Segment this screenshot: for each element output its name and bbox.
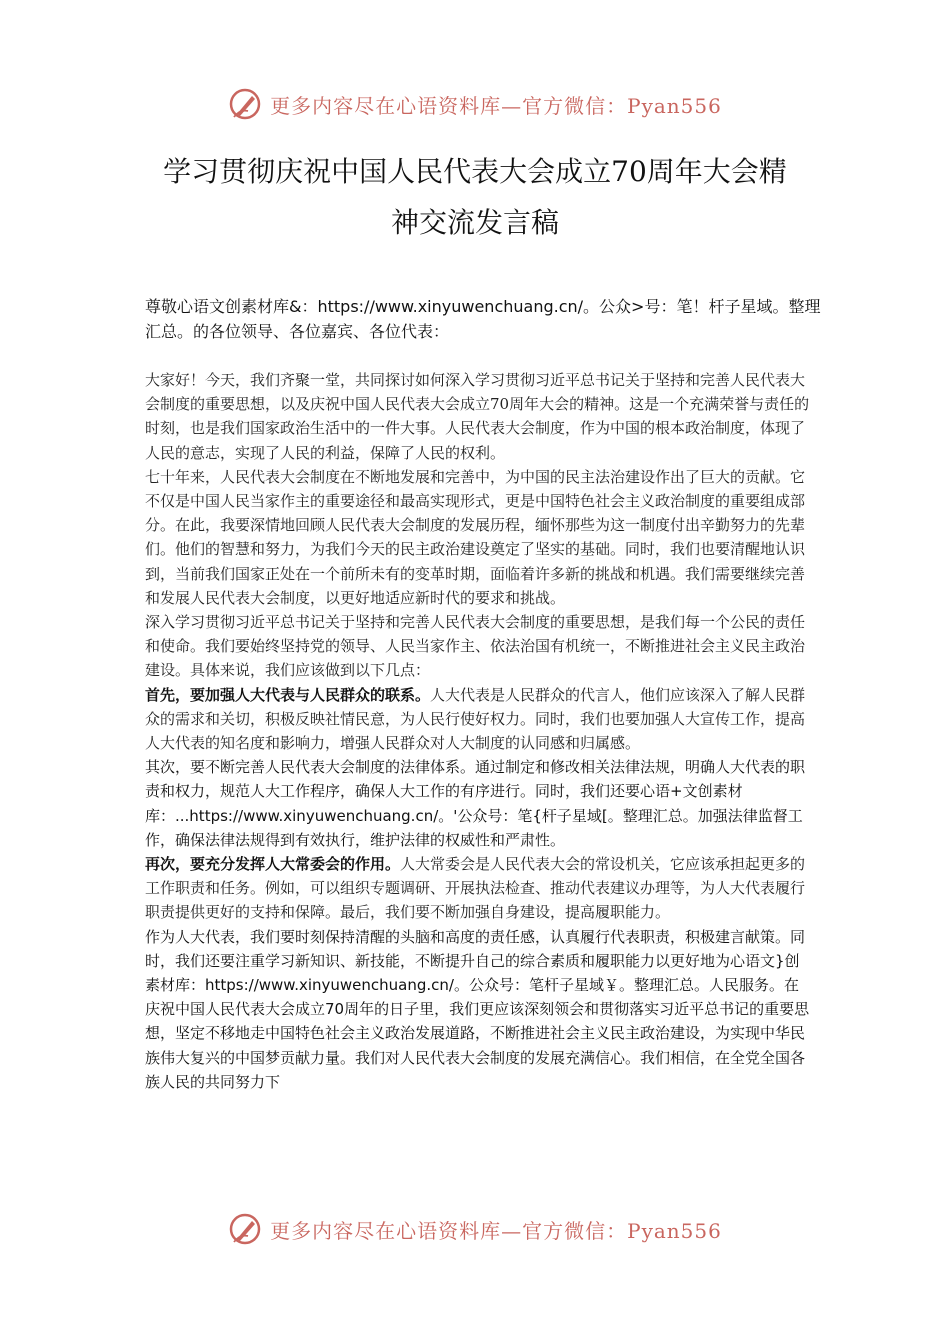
paragraph-3: 深入学习贯彻习近平总书记关于坚持和完善人民代表大会制度的重要思想，是我们每一个公民的责任和使命。我们要始终坚持党的领导、人民当家作主、依法治国有机统一，不断推进社会主义民主政治建设。具体来说，我们应该做到以下几点：: [145, 613, 806, 680]
salutation: 尊敬心语文创素材库&：https://www.xinyuwenchuang.cn/。公众>号：笔！杆子星域。整理汇总。的各位领导、各位嘉宾、各位代表：: [145, 297, 821, 341]
paragraph-6: [145, 852, 813, 925]
page-title: [120, 146, 830, 248]
paragraph-7: 作为人大代表，我们要时刻保持清醒的头脑和高度的责任感，认真履行代表职责，积极建言献策。同时，我们还要注重学习新知识、新技能，不断提升自己的综合素质和履职能力以更好地为心语文}创素材库：https://www.xinyuwenchuang.cn/。公众号：笔杆子星域￥。整理汇总。人民服务。在庆祝中国人民代表大会成立70周年的日子里，我们更应该深刻领会和贯彻落实习近平总书记的重要思想，坚定不移地走中国特色社会主义政治发展道路，不断推进社会主义民主政治建设，为实现中华民族伟大复兴的中国梦贡献力量。我们对人民代表大会制度的发展充满信心。我们相信，在全党全国各族人民的共同努力下: [145, 927, 810, 1091]
footer-banner: [0, 1209, 950, 1249]
header-banner-text: 更多内容尽在心语资料库—官方微信：Pyan556: [270, 93, 722, 118]
footer-banner-text: 更多内容尽在心语资料库—官方微信：Pyan556: [270, 1218, 722, 1243]
paragraph-4-body: 人大代表是人民群众的代言人，他们应该深入了解人民群众的需求和关切，积极反映社情民意，为人民行使好权力。同时，我们也要加强人大宣传工作，提高人大代表的知名度和影响力，增强人民群众对人大制度的认同感和归属感。: [145, 685, 806, 753]
title-line-2: 神交流发言稿: [390, 206, 559, 239]
paragraph-6-lead: 再次，要充分发挥人大常委会的作用。: [145, 855, 401, 874]
paragraph-1: 大家好！今天，我们齐聚一堂，共同探讨如何深入学习贯彻习近平总书记关于坚持和完善人民代表大会制度的重要思想，以及庆祝中国人民代表大会成立70周年大会的精神。这是一个充满荣誉与责任的时刻，也是我们国家政治生活中的一件大事。人民代表大会制度，作为中国的根本政治制度，体现了人民的意志，实现了人民的利益，保障了人民的权利。: [145, 371, 810, 462]
pen-logo-icon: [228, 87, 262, 121]
paragraph-5: 其次，要不断完善人民代表大会制度的法律体系。通过制定和修改相关法律法规，明确人大代表的职责和权力，规范人大工作程序，确保人大工作的有序进行。同时，我们还要心语+文创素材库：...https://www.xinyuwenchuang.cn/。'公众号：笔{杆子星域[。整理汇总。加强法律监督工作，确保法律法规得到有效执行，维护法律的权威性和严肃性。: [145, 758, 806, 849]
article-body: [145, 368, 813, 1094]
paragraph-4-lead: 首先，要加强人大代表与人民群众的联系。: [145, 685, 431, 704]
paragraph-2: 七十年来，人民代表大会制度在不断地发展和完善中，为中国的民主法治建设作出了巨大的贡献。它不仅是中国人民当家作主的重要途径和最高实现形式，更是中国特色社会主义政治制度的重要组成部分。在此，我要深情地回顾人民代表大会制度的发展历程，缅怀那些为这一制度付出辛勤努力的先辈们。他们的智慧和努力，为我们今天的民主政治建设奠定了坚实的基础。同时，我们也要清醒地认识到，当前我们国家正处在一个前所未有的变革时期，面临着许多新的挑战和机遇。我们需要继续完善和发展人民代表大会制度，以更好地适应新时代的要求和挑战。: [145, 467, 806, 607]
paragraph-4: [145, 683, 813, 756]
pen-logo-icon: [228, 1212, 262, 1246]
header-banner: [0, 84, 950, 124]
title-line-1: 学习贯彻庆祝中国人民代表大会成立70周年大会精: [163, 155, 787, 188]
paragraph-6-body: 人大常委会是人民代表大会的常设机关，它应该承担起更多的工作职责和任务。例如，可以组织专题调研、开展执法检查、推动代表建议办理等，为人大代表履行职责提供更好的支持和保障。最后，我们要不断加强自身建设，提高履职能力。: [145, 855, 806, 922]
